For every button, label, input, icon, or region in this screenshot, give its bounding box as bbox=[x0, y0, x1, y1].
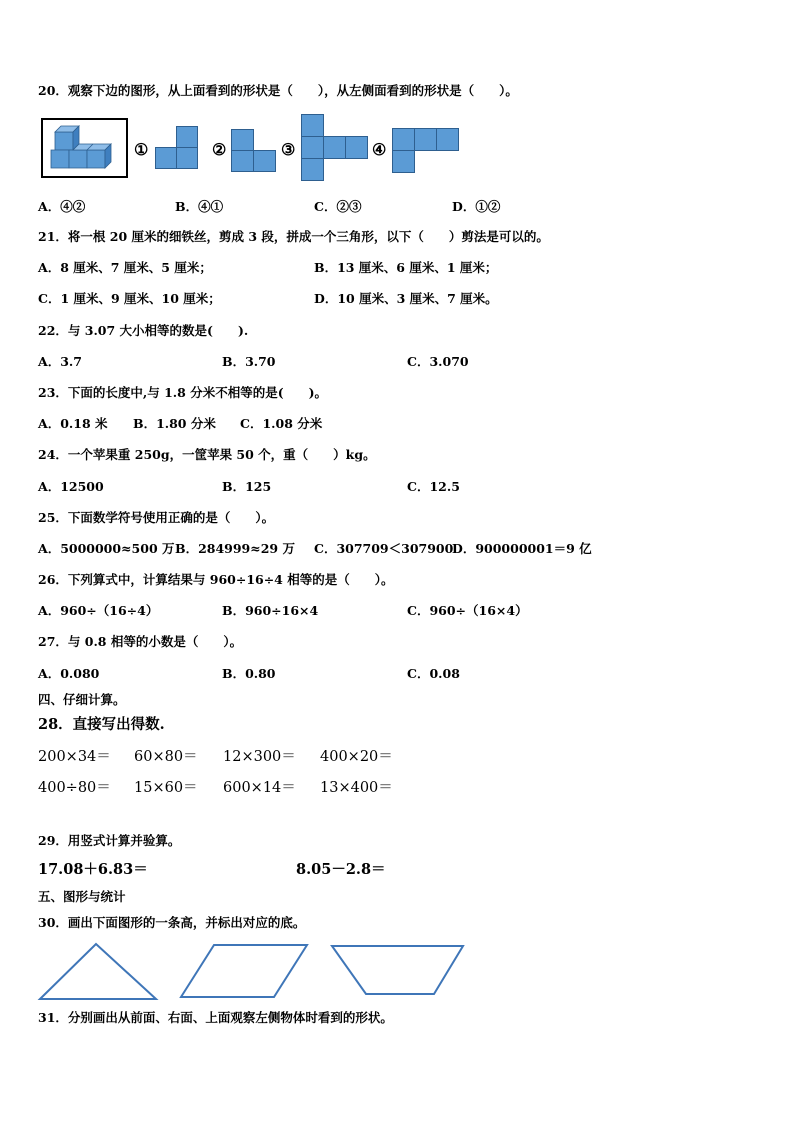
q24-option-b[interactable]: B．125 bbox=[222, 479, 272, 494]
q21-option-d[interactable]: D．10 厘米、3 厘米、7 厘米。 bbox=[314, 291, 498, 306]
q20-figure-label-3: ③ bbox=[281, 140, 296, 159]
q25-option-a[interactable]: A．5000000≈500 万 bbox=[38, 541, 175, 556]
q23-stem: 23．下面的长度中,与 1.8 分米不相等的是( )。 bbox=[38, 385, 328, 400]
q28-item: 12×300＝ bbox=[223, 749, 296, 765]
q20-option-c[interactable]: C．②③ bbox=[314, 199, 362, 214]
q20-stem: 20．观察下边的图形，从上面看到的形状是（ ），从左侧面看到的形状是（ ）。 bbox=[38, 83, 518, 98]
q27-stem: 27．与 0.8 相等的小数是（ ）。 bbox=[38, 634, 243, 649]
q28-item: 200×34＝ bbox=[38, 749, 111, 765]
section-5-heading: 五、图形与统计 bbox=[38, 889, 126, 904]
q20-option-a[interactable]: A．④② bbox=[38, 199, 86, 214]
q28-item: 13×400＝ bbox=[320, 780, 393, 796]
q26-option-c[interactable]: C．960÷（16×4） bbox=[407, 603, 528, 618]
q26-option-a[interactable]: A．960÷（16÷4） bbox=[38, 603, 159, 618]
q28-item: 60×80＝ bbox=[134, 749, 198, 765]
q28-stem: 28．直接写出得数. bbox=[38, 716, 165, 733]
q30-shapes bbox=[36, 940, 468, 1002]
q28-item: 400÷80＝ bbox=[38, 780, 111, 796]
q24-option-c[interactable]: C．12.5 bbox=[407, 479, 460, 494]
q28-item: 15×60＝ bbox=[134, 780, 198, 796]
q30-stem: 30．画出下面图形的一条高，并标出对应的底。 bbox=[38, 915, 306, 930]
q21-option-c[interactable]: C．1 厘米、9 厘米、10 厘米； bbox=[38, 291, 221, 306]
q23-option-b[interactable]: B．1.80 分米 bbox=[133, 416, 216, 431]
q22-option-b[interactable]: B．3.70 bbox=[222, 354, 276, 369]
q26-option-b[interactable]: B．960÷16×4 bbox=[222, 603, 319, 618]
q25-option-c[interactable]: C．307709＜307900 bbox=[314, 541, 454, 556]
q29-stem: 29．用竖式计算并验算。 bbox=[38, 833, 181, 848]
q22-option-c[interactable]: C．3.070 bbox=[407, 354, 469, 369]
q27-option-c[interactable]: C．0.08 bbox=[407, 666, 460, 681]
q25-option-b[interactable]: B．284999≈29 万 bbox=[175, 541, 295, 556]
q26-stem: 26．下列算式中，计算结果与 960÷16÷4 相等的是（ ）。 bbox=[38, 572, 394, 587]
q20-figure-label-1: ① bbox=[134, 140, 149, 159]
q22-stem: 22．与 3.07 大小相等的数是( ). bbox=[38, 323, 249, 338]
q20-figure-label-2: ② bbox=[212, 140, 227, 159]
q21-stem: 21．将一根 20 厘米的细铁丝，剪成 3 段，拼成一个三角形，以下（ ）剪法是可以的。 bbox=[38, 229, 549, 244]
q24-stem: 24．一个苹果重 250g，一筐苹果 50 个，重（ ）kg。 bbox=[38, 447, 376, 462]
q23-option-a[interactable]: A．0.18 米 bbox=[38, 416, 108, 431]
q24-option-a[interactable]: A．12500 bbox=[38, 479, 104, 494]
q25-stem: 25．下面数学符号使用正确的是（ ）。 bbox=[38, 510, 275, 525]
section-4-heading: 四、仔细计算。 bbox=[38, 692, 126, 707]
q30-trapezoid bbox=[332, 946, 463, 994]
q29-item-1: 17.08＋6.83＝ bbox=[38, 861, 148, 878]
q28-item: 600×14＝ bbox=[223, 780, 296, 796]
q27-option-a[interactable]: A．0.080 bbox=[38, 666, 100, 681]
q20-3d-cubes bbox=[43, 120, 126, 176]
q31-stem: 31．分别画出从前面、右面、上面观察左侧物体时看到的形状。 bbox=[38, 1010, 393, 1025]
q28-item: 400×20＝ bbox=[320, 749, 393, 765]
q30-parallelogram bbox=[181, 945, 307, 997]
q30-triangle bbox=[40, 944, 156, 999]
q29-item-2: 8.05－2.8＝ bbox=[296, 861, 386, 878]
q20-object-frame bbox=[41, 118, 128, 178]
q20-figure-label-4: ④ bbox=[372, 140, 387, 159]
q20-option-b[interactable]: B．④① bbox=[175, 199, 224, 214]
q23-option-c[interactable]: C．1.08 分米 bbox=[240, 416, 323, 431]
q25-option-d[interactable]: D．900000001＝9 亿 bbox=[452, 541, 592, 556]
q21-option-b[interactable]: B．13 厘米、6 厘米、1 厘米； bbox=[314, 260, 498, 275]
q20-option-d[interactable]: D．①② bbox=[452, 199, 501, 214]
q22-option-a[interactable]: A．3.7 bbox=[38, 354, 82, 369]
q21-option-a[interactable]: A．8 厘米、7 厘米、5 厘米； bbox=[38, 260, 212, 275]
q27-option-b[interactable]: B．0.80 bbox=[222, 666, 276, 681]
